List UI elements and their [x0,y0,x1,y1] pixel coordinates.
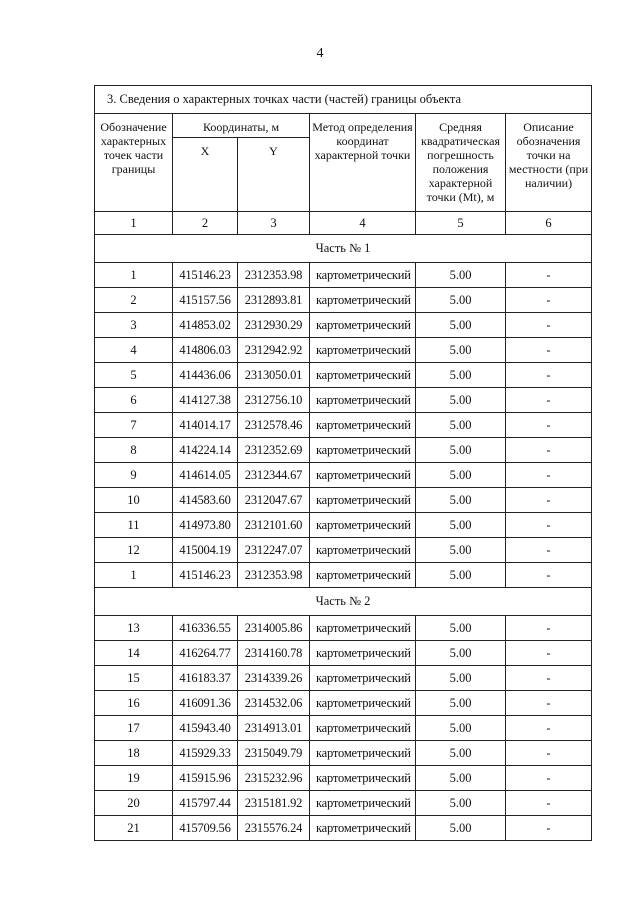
part-header-row [95,235,592,263]
method: картометрический [310,641,416,666]
method: картометрический [310,263,416,288]
table-row [95,766,592,791]
accuracy: 5.00 [416,488,506,513]
table-row [95,563,592,588]
coord-y: 2312893.81 [238,288,310,313]
table-row [95,438,592,463]
column-number: 3 [238,212,310,235]
method: картометрический [310,538,416,563]
description: - [506,513,592,538]
column-number: 6 [506,212,592,235]
coord-x: 415146.23 [173,563,238,588]
coord-x: 414806.03 [173,338,238,363]
header-x: X [173,138,238,212]
description: - [506,641,592,666]
accuracy: 5.00 [416,666,506,691]
description: - [506,766,592,791]
point-number: 14 [95,641,173,666]
accuracy: 5.00 [416,791,506,816]
coord-y: 2312942.92 [238,338,310,363]
accuracy: 5.00 [416,338,506,363]
table-row [95,791,592,816]
point-number: 19 [95,766,173,791]
coord-y: 2314913.01 [238,716,310,741]
method: картометрический [310,666,416,691]
coord-y: 2315232.96 [238,766,310,791]
coord-x: 414127.38 [173,388,238,413]
point-number: 8 [95,438,173,463]
description: - [506,741,592,766]
coord-x: 415004.19 [173,538,238,563]
point-number: 11 [95,513,173,538]
description: - [506,791,592,816]
description: - [506,413,592,438]
table-row [95,313,592,338]
accuracy: 5.00 [416,616,506,641]
table-row [95,716,592,741]
accuracy: 5.00 [416,388,506,413]
coord-y: 2312578.46 [238,413,310,438]
table-row [95,513,592,538]
point-number: 16 [95,691,173,716]
accuracy: 5.00 [416,263,506,288]
accuracy: 5.00 [416,816,506,841]
method: картометрический [310,463,416,488]
method: картометрический [310,363,416,388]
coord-y: 2312101.60 [238,513,310,538]
description: - [506,363,592,388]
coord-y: 2312756.10 [238,388,310,413]
point-number: 13 [95,616,173,641]
method: картометрический [310,766,416,791]
point-number: 9 [95,463,173,488]
description: - [506,463,592,488]
coord-y: 2315049.79 [238,741,310,766]
column-number: 5 [416,212,506,235]
table-row [95,388,592,413]
point-number: 3 [95,313,173,338]
table-row [95,741,592,766]
coord-x: 414224.14 [173,438,238,463]
description: - [506,388,592,413]
accuracy: 5.00 [416,288,506,313]
accuracy: 5.00 [416,313,506,338]
coord-x: 415929.33 [173,741,238,766]
coord-y: 2312047.67 [238,488,310,513]
table-row [95,413,592,438]
method: картометрический [310,438,416,463]
coord-x: 414583.60 [173,488,238,513]
description: - [506,288,592,313]
accuracy: 5.00 [416,463,506,488]
accuracy: 5.00 [416,438,506,463]
part-header-row [95,588,592,616]
header-y: Y [238,138,310,212]
method: картометрический [310,563,416,588]
header-accuracy: Средняя квадратическая погрешность положения характерной точки (Mt), м [416,114,506,212]
description: - [506,538,592,563]
table-row [95,463,592,488]
coord-x: 416264.77 [173,641,238,666]
coord-y: 2315576.24 [238,816,310,841]
coord-y: 2314339.26 [238,666,310,691]
method: картометрический [310,388,416,413]
coord-y: 2312353.98 [238,563,310,588]
table-row [95,338,592,363]
table-row [95,288,592,313]
header-coordinates: Координаты, м [173,114,310,138]
method: картометрический [310,488,416,513]
coord-x: 415797.44 [173,791,238,816]
coord-x: 416336.55 [173,616,238,641]
point-number: 20 [95,791,173,816]
point-number: 17 [95,716,173,741]
accuracy: 5.00 [416,691,506,716]
method: картометрический [310,741,416,766]
description: - [506,691,592,716]
point-number: 21 [95,816,173,841]
description: - [506,488,592,513]
table-row [95,641,592,666]
method: картометрический [310,816,416,841]
coord-x: 415915.96 [173,766,238,791]
coord-x: 414436.06 [173,363,238,388]
coord-y: 2312247.07 [238,538,310,563]
coord-y: 2314532.06 [238,691,310,716]
point-number: 2 [95,288,173,313]
point-number: 1 [95,563,173,588]
description: - [506,438,592,463]
point-number: 12 [95,538,173,563]
description: - [506,616,592,641]
part-title: Часть № 1 [95,235,592,263]
coord-x: 414014.17 [173,413,238,438]
description: - [506,816,592,841]
coord-x: 414853.02 [173,313,238,338]
accuracy: 5.00 [416,741,506,766]
coord-x: 414614.05 [173,463,238,488]
coord-y: 2314005.86 [238,616,310,641]
coord-x: 414973.80 [173,513,238,538]
header-description: Описание обозначения точки на местности (при наличии) [506,114,592,212]
point-number: 10 [95,488,173,513]
description: - [506,666,592,691]
coord-y: 2314160.78 [238,641,310,666]
coord-y: 2313050.01 [238,363,310,388]
column-number: 1 [95,212,173,235]
method: картометрический [310,691,416,716]
method: картометрический [310,313,416,338]
coord-x: 415146.23 [173,263,238,288]
table-row [95,263,592,288]
method: картометрический [310,338,416,363]
coord-x: 415943.40 [173,716,238,741]
point-number: 4 [95,338,173,363]
coord-y: 2312352.69 [238,438,310,463]
column-number: 4 [310,212,416,235]
table-row [95,666,592,691]
table-row [95,816,592,841]
coord-y: 2315181.92 [238,791,310,816]
point-number: 5 [95,363,173,388]
header-method: Метод определения координат характерной точки [310,114,416,212]
point-number: 6 [95,388,173,413]
coord-y: 2312353.98 [238,263,310,288]
point-number: 15 [95,666,173,691]
accuracy: 5.00 [416,513,506,538]
coord-x: 416091.36 [173,691,238,716]
header-point-designation: Обозначение характерных точек части границы [95,114,173,212]
column-number: 2 [173,212,238,235]
boundary-points-table [94,85,592,841]
accuracy: 5.00 [416,716,506,741]
accuracy: 5.00 [416,363,506,388]
coord-x: 415157.56 [173,288,238,313]
point-number: 7 [95,413,173,438]
table-row [95,538,592,563]
part-title: Часть № 2 [95,588,592,616]
point-number: 18 [95,741,173,766]
description: - [506,313,592,338]
description: - [506,716,592,741]
section-title: 3. Сведения о характерных точках части (частей) границы объекта [95,86,592,114]
column-number-row [95,212,592,235]
accuracy: 5.00 [416,641,506,666]
method: картометрический [310,616,416,641]
table-row [95,488,592,513]
table-row [95,363,592,388]
method: картометрический [310,791,416,816]
accuracy: 5.00 [416,563,506,588]
method: картометрический [310,513,416,538]
method: картометрический [310,413,416,438]
accuracy: 5.00 [416,538,506,563]
description: - [506,263,592,288]
coord-x: 415709.56 [173,816,238,841]
page-number: 4 [316,46,324,61]
description: - [506,338,592,363]
accuracy: 5.00 [416,766,506,791]
coord-x: 416183.37 [173,666,238,691]
table-row [95,616,592,641]
method: картометрический [310,716,416,741]
table-row [95,691,592,716]
accuracy: 5.00 [416,413,506,438]
method: картометрический [310,288,416,313]
coord-y: 2312930.29 [238,313,310,338]
coord-y: 2312344.67 [238,463,310,488]
point-number: 1 [95,263,173,288]
description: - [506,563,592,588]
